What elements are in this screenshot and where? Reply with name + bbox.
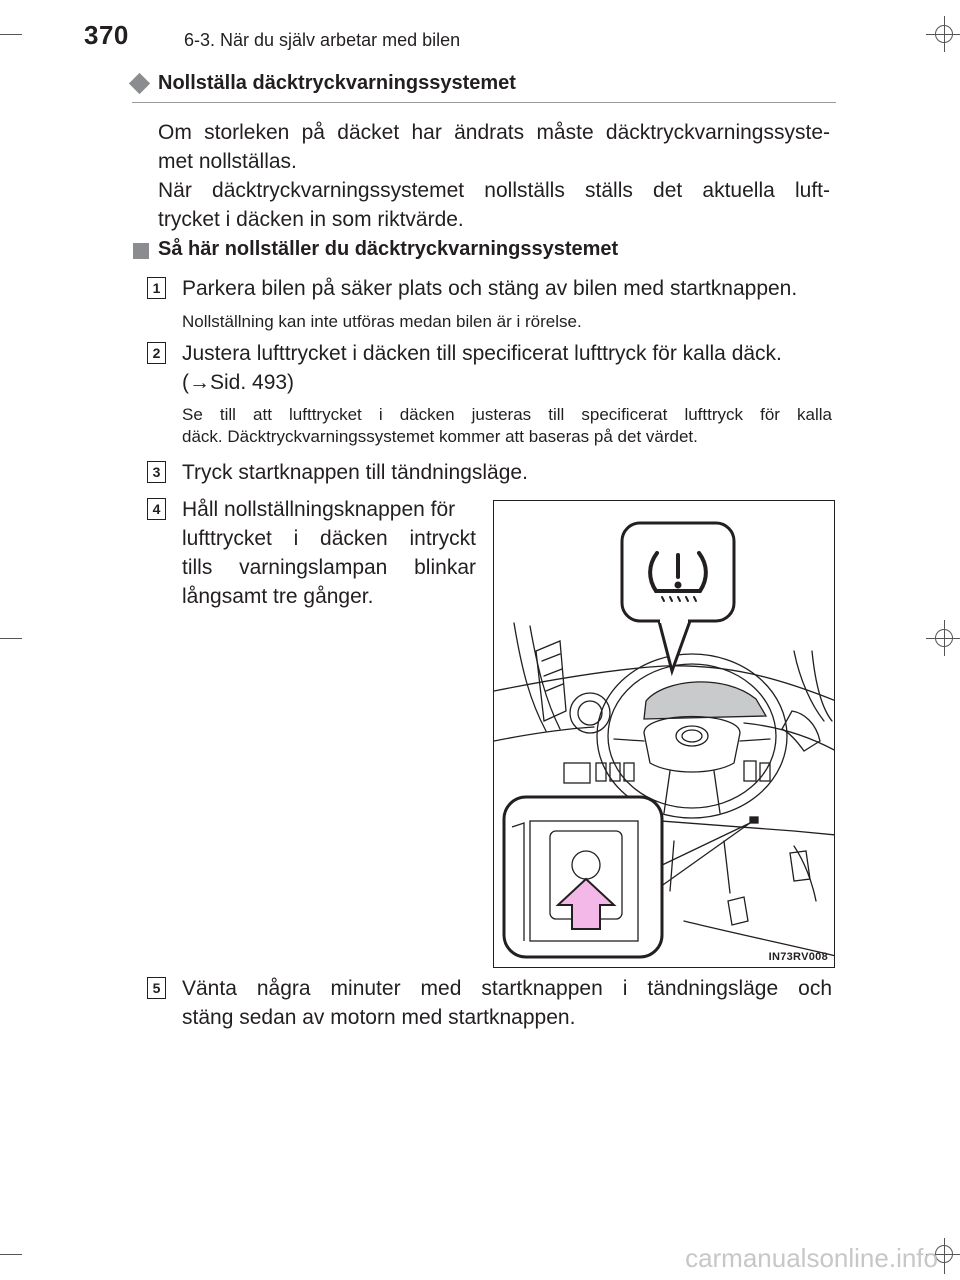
intro-line: trycket i däcken in som riktvärde. xyxy=(158,208,464,231)
dashboard-illustration xyxy=(493,500,835,968)
step-line: stäng sedan av motorn med startknappen. xyxy=(182,1006,576,1029)
intro-line: När däcktryckvarningssystemet nollställs ställs det aktuella luft- xyxy=(158,179,830,202)
step-number-box: 2 xyxy=(147,342,166,364)
step-text xyxy=(182,274,832,303)
crop-mark xyxy=(935,629,953,647)
step-line: lufttrycket i däcken intryckt xyxy=(182,527,476,550)
warning-callout xyxy=(622,523,734,671)
intro-line: met nollställas. xyxy=(158,150,297,173)
crop-mark xyxy=(0,34,22,35)
step-line: Vänta några minuter med startknappen i tändningsläge och xyxy=(182,977,832,1000)
note-line: Se till att lufttrycket i däcken justeras till specificerat lufttryck för kalla xyxy=(182,405,832,424)
dashboard-drawing xyxy=(494,501,835,968)
step-line: tills varningslampan blinkar xyxy=(182,556,476,579)
crop-mark xyxy=(935,25,953,43)
step-note xyxy=(182,311,832,333)
figure-code: IN73RV008 xyxy=(768,951,828,963)
page-number: 370 xyxy=(84,20,129,50)
watermark: carmanualsonline.info xyxy=(685,1243,938,1273)
chapter-title: 6-3. När du själv arbetar med bilen xyxy=(184,30,461,50)
step-text xyxy=(182,458,832,487)
subsection-title: Så här nollställer du däcktryckvarningssystemet xyxy=(158,238,619,260)
step-line: Håll nollställningsknappen för xyxy=(182,498,456,521)
step-text xyxy=(182,495,476,611)
step-line: (→Sid. 493) xyxy=(182,371,295,394)
step-line: Tryck startknappen till tändningsläge. xyxy=(182,461,528,484)
step-line: Parkera bilen på säker plats och stäng av bilen med startknappen. xyxy=(182,277,798,300)
section-title: Nollställa däcktryckvarningssystemet xyxy=(158,72,516,94)
crop-mark xyxy=(0,638,22,639)
diamond-bullet-icon xyxy=(129,73,150,94)
step-number-box: 3 xyxy=(147,461,166,483)
step-number-box: 5 xyxy=(147,977,166,999)
step-note xyxy=(182,404,832,448)
step-number-box: 1 xyxy=(147,277,166,299)
step-text xyxy=(182,974,832,1032)
title-divider xyxy=(132,102,836,103)
reset-button-inset xyxy=(504,797,662,957)
intro-line: Om storleken på däcket har ändrats måste däcktryckvarningssyste- xyxy=(158,121,830,144)
step-number-box: 4 xyxy=(147,498,166,520)
crop-mark xyxy=(0,1254,22,1255)
step-line: långsamt tre gånger. xyxy=(182,585,374,608)
note-line: däck. Däcktryckvarningssystemet kommer att baseras på det värdet. xyxy=(182,427,698,446)
step-text xyxy=(182,339,832,397)
note-line: Nollställning kan inte utföras medan bilen är i rörelse. xyxy=(182,312,582,331)
square-bullet-icon xyxy=(133,243,149,259)
step-line: Justera lufttrycket i däcken till specificerat lufttryck för kalla däck. xyxy=(182,342,782,365)
intro-paragraph xyxy=(158,118,830,234)
